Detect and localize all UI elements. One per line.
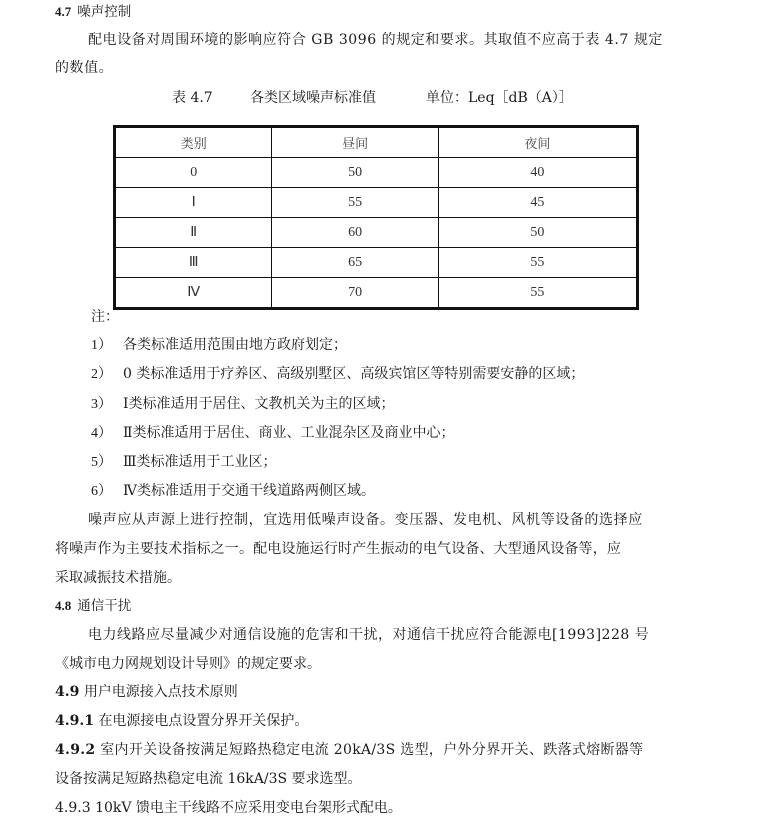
table-cell: Ⅰ	[115, 188, 272, 218]
table-cell: 55	[438, 278, 637, 309]
table-cell: 50	[272, 158, 438, 188]
clause-text: 在电源接电点设置分界开关保护。	[98, 713, 309, 729]
table-caption	[172, 88, 573, 108]
section-number: 4.7	[55, 4, 72, 19]
note-number: 1）	[91, 338, 112, 353]
table-cell: 60	[272, 218, 438, 248]
note-text: Ⅳ类标准适用于交通干线道路两侧区域。	[123, 483, 375, 499]
table-header-row	[115, 127, 638, 158]
section-title: 噪声控制	[77, 4, 132, 20]
table-cell: 55	[272, 188, 438, 218]
note-number: 3）	[91, 397, 112, 412]
clause-text: 室内开关设备按满足短路热稳定电流 20kA/3S 选型，户外分界开关、跌落式熔断器等	[100, 742, 644, 758]
paragraph-line: 将噪声作为主要技术指标之一。配电设施运行时产生振动的电气设备、大型通风设备等，应	[55, 541, 621, 557]
table-row	[115, 218, 638, 248]
table-row	[115, 188, 638, 218]
section-4-9-heading	[55, 682, 238, 702]
paragraph-line: 噪声应从声源上进行控制，宜选用低噪声设备。变压器、发电机、风机等设备的选择应	[88, 512, 643, 528]
table-row	[115, 158, 638, 188]
clause-4-9-1	[55, 711, 308, 731]
column-header: 类别	[115, 127, 272, 158]
clause-4-9-2	[55, 740, 643, 760]
column-header: 夜间	[438, 127, 637, 158]
note-item	[91, 423, 455, 444]
table-cell: Ⅱ	[115, 218, 272, 248]
note-item	[91, 364, 584, 385]
paragraph-line: 《城市电力网规划设计导则》的规定要求。	[55, 656, 321, 672]
clause-number: 4.9.1	[55, 713, 94, 729]
note-item	[91, 335, 347, 356]
table-cell: 45	[438, 188, 637, 218]
note-item	[91, 481, 375, 502]
note-number: 6）	[91, 484, 112, 499]
section-title: 通信干扰	[77, 598, 132, 614]
column-header: 昼间	[272, 127, 438, 158]
note-number: 5）	[91, 455, 112, 470]
noise-standards-table	[113, 125, 639, 310]
paragraph-line: 配电设备对周围环境的影响应符合 GB 3096 的规定和要求。其取值不应高于表 4.7 规定	[88, 32, 663, 48]
table-row	[115, 248, 638, 278]
clause-text: 10kV 馈电主干线路不应采用变电台架形式配电。	[95, 800, 402, 816]
section-title: 用户电源接入点技术原则	[83, 684, 238, 700]
table-cell: 65	[272, 248, 438, 278]
table-cell: 40	[438, 158, 637, 188]
paragraph-line: 电力线路应尽量减少对通信设施的危害和干扰，对通信干扰应符合能源电[1993]228 号	[88, 627, 650, 643]
table-cell: Ⅳ	[115, 278, 272, 309]
table-row	[115, 278, 638, 309]
section-number: 4.8	[55, 598, 72, 613]
table-cell: 70	[272, 278, 438, 309]
clause-4-9-3	[55, 798, 402, 818]
note-item	[91, 452, 277, 473]
note-text: 0 类标准适用于疗养区、高级别墅区、高级宾馆区等特别需要安静的区域；	[123, 366, 585, 382]
notes-label: 注：	[91, 309, 119, 325]
table-cell: 55	[438, 248, 637, 278]
note-text: Ⅰ类标准适用于居住、文教机关为主的区域；	[123, 396, 395, 412]
table-caption-unit: 单位：Leq［dB（A）］	[426, 90, 573, 106]
table-cell: 50	[438, 218, 637, 248]
note-item	[91, 394, 395, 415]
section-4-8-heading	[55, 596, 131, 616]
table-cell: Ⅲ	[115, 248, 272, 278]
note-number: 4）	[91, 426, 112, 441]
paragraph-line: 的数值。	[55, 60, 114, 76]
note-text: 各类标准适用范围由地方政府划定；	[123, 337, 347, 353]
paragraph-line: 设备按满足短路热稳定电流 16kA/3S 要求选型。	[55, 771, 362, 787]
table-caption-label: 表 4.7	[172, 90, 213, 106]
table-caption-title: 各类区域噪声标准值	[250, 90, 376, 106]
note-text: Ⅲ类标准适用于工业区；	[123, 454, 277, 470]
section-number: 4.9	[55, 684, 80, 700]
section-4-7-heading	[55, 2, 131, 22]
clause-number: 4.9.3	[55, 800, 91, 816]
table-cell: 0	[115, 158, 272, 188]
clause-number: 4.9.2	[55, 742, 96, 758]
note-text: Ⅱ类标准适用于居住、商业、工业混杂区及商业中心；	[123, 425, 455, 441]
paragraph-line: 采取减振技术措施。	[55, 570, 181, 586]
note-number: 2）	[91, 367, 112, 382]
